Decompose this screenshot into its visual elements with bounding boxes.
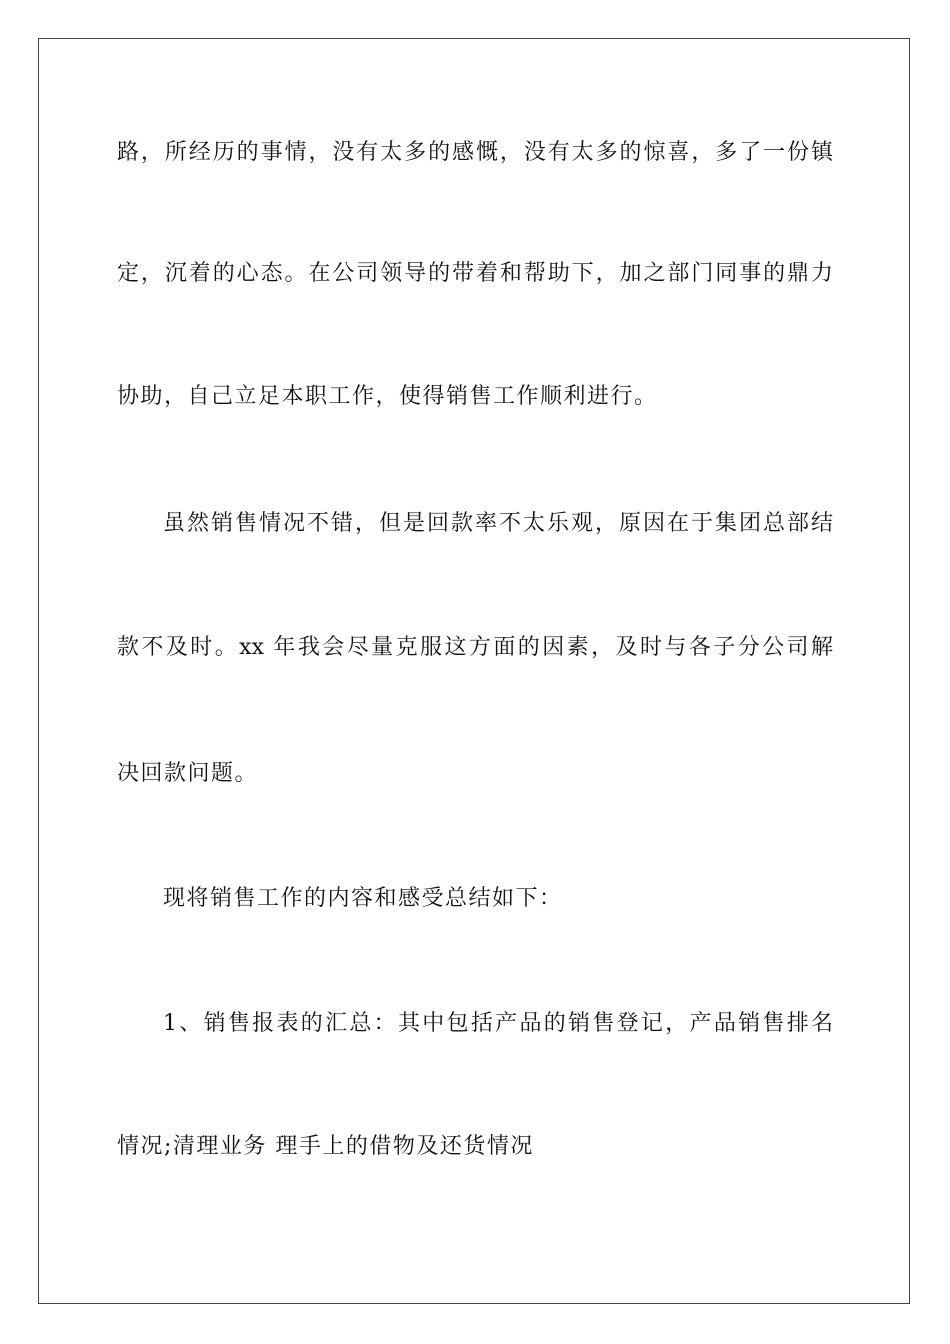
text-line-3: 协助，自己立足本职工作，使得销售工作顺利进行。 (117, 384, 658, 409)
text-line-2: 定，沉着的心态。在公司领导的带着和帮助下，加之部门同事的鼎力 (117, 261, 833, 286)
text-line-5: 款不及时。xx 年我会尽量克服这方面的因素，及时与各子分公司解 (117, 635, 833, 660)
text-line-1: 路，所经历的事情，没有太多的感慨，没有太多的惊喜，多了一份镇 (117, 140, 833, 165)
text-line-4: 虽然销售情况不错，但是回款率不太乐观，原因在于集团总部结 (163, 511, 833, 536)
text-line-7: 现将销售工作的内容和感受总结如下： (163, 886, 563, 911)
text-line-8: 1、销售报表的汇总：其中包括产品的销售登记，产品销售排名 (163, 1011, 833, 1036)
page-border (38, 38, 910, 1304)
text-line-6: 决回款问题。 (117, 761, 259, 786)
text-line-9: 情况;清理业务 理手上的借物及还货情况 (117, 1134, 534, 1159)
